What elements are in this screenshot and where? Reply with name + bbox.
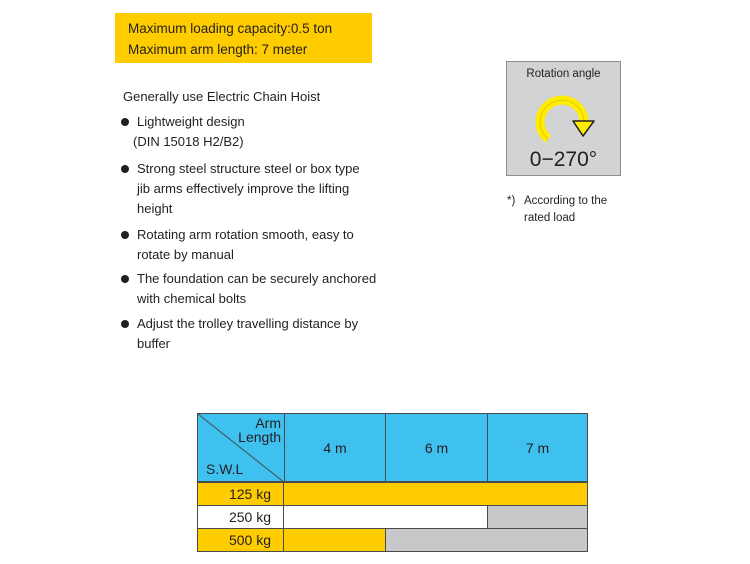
feature-line: Strong steel structure steel or box type [137, 161, 360, 176]
column-header: 6 m [385, 413, 488, 482]
feature-line: Rotating arm rotation smooth, easy to [137, 227, 354, 242]
column-header: 4 m [284, 413, 386, 482]
capacity-spec-box [115, 13, 372, 63]
feature-line: Lightweight design [137, 114, 245, 129]
feature-line: The foundation can be securely anchored [137, 271, 377, 286]
bullet-icon [121, 275, 129, 283]
table-row [197, 482, 588, 506]
row-label: 250 kg [197, 505, 284, 529]
rotation-title: Rotation angle [526, 68, 601, 80]
intro-text: Generally use Electric Chain Hoist [123, 89, 321, 104]
feature-line: buffer [137, 336, 171, 351]
feature-line: Adjust the trolley travelling distance by [137, 316, 359, 331]
footnote-line: rated load [524, 212, 576, 224]
feature-line: height [137, 201, 173, 216]
feature-line: rotate by manual [137, 247, 234, 262]
bullet-icon [121, 118, 129, 126]
bullet-icon [121, 320, 129, 328]
load-table [197, 413, 588, 552]
corner-swl: S.W.L [206, 461, 244, 477]
max-arm-length-text: Maximum arm length: 7 meter [128, 42, 308, 57]
corner-arm-length: Arm Length [238, 415, 281, 445]
feature-line: jib arms effectively improve the lifting [137, 181, 350, 196]
table-row [197, 505, 588, 529]
unavailable-bar [487, 505, 588, 529]
feature-line: with chemical bolts [137, 291, 247, 306]
column-header: 7 m [487, 413, 588, 482]
table-row [197, 528, 588, 552]
row-label: 125 kg [197, 482, 284, 506]
load-bar [283, 528, 386, 552]
unavailable-bar [385, 528, 588, 552]
rotate-arrow-icon [533, 88, 595, 150]
footnote-line: According to the [524, 195, 608, 207]
bullet-icon [121, 231, 129, 239]
load-bar [283, 482, 588, 506]
max-capacity-text: Maximum loading capacity:0.5 ton [128, 21, 333, 36]
table-corner-cell [197, 413, 285, 482]
load-bar [283, 505, 488, 529]
rotation-angle-panel [506, 61, 621, 176]
bullet-icon [121, 165, 129, 173]
row-label: 500 kg [197, 528, 284, 552]
footnote-mark: *) [507, 195, 516, 207]
feature-line: (DIN 15018 H2/B2) [133, 134, 244, 149]
rotation-range: 0−270° [529, 148, 598, 171]
